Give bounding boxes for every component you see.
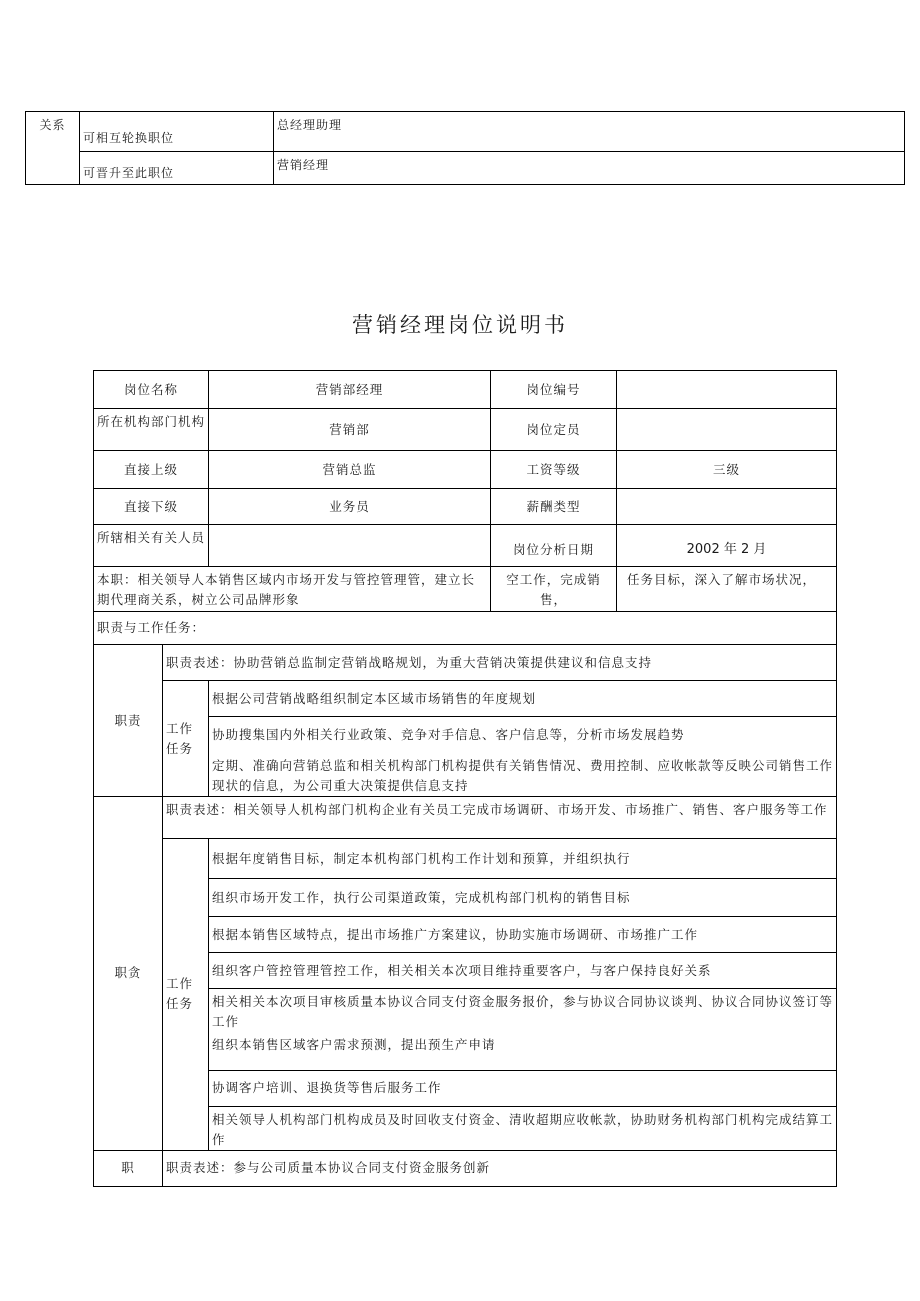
position-name-value: 营销部经理 (209, 371, 491, 409)
duty-group-1-task: 协助搜集国内外相关行业政策、竞争对手信息、客户信息等，分析市场发展趋势 (209, 717, 837, 753)
duty-group-1-task: 根据公司营销战略组织制定本区域市场销售的年度规划 (209, 681, 837, 717)
duty-group-2-task: 相关领导人机构部门机构成员及时回收支付资金、清收超期应收帐款，协助财务机构部门机构完成结算工作 (209, 1106, 837, 1150)
position-name-label: 岗位名称 (94, 371, 209, 409)
duty-group-2-task: 根据年度销售目标，制定本机构部门机构工作计划和预算，并组织执行 (209, 839, 837, 879)
page-title: 营销经理岗位说明书 (352, 313, 568, 337)
pay-type-label: 薪酬类型 (491, 489, 617, 525)
rotation-position-value: 总经理助理 (274, 112, 905, 152)
summary-middle: 空工作，完成销售， (491, 567, 617, 612)
summary-right: 任务目标，深入了解市场状况， (617, 567, 837, 612)
duty-group-1-task: 定期、准确向营销总监和相关机构部门机构提供有关销售情况、费用控制、应收帐款等反映公司销售工作现状的信息，为公司重大决策提供信息支持 (209, 753, 837, 797)
duty-group-2-description: 职责表述：相关领导人机构部门机构企业有关员工完成市场调研、市场开发、市场推广、销售、客户服务等工作 (163, 797, 837, 839)
pay-type-value (617, 489, 837, 525)
duty-group-1-label: 职责 (94, 645, 163, 797)
promotion-position-value: 营销经理 (274, 152, 905, 185)
duty-group-3-label: 职 (94, 1150, 163, 1186)
position-code-value (617, 371, 837, 409)
subordinate-label: 直接下级 (94, 489, 209, 525)
duty-group-2-task: 组织本销售区域客户需求预测，提出预生产申请 (209, 1032, 837, 1070)
headcount-label: 岗位定员 (491, 409, 617, 451)
duty-group-2-task: 组织客户管控管理管控工作，相关相关本次项目维持重要客户，与客户保持良好关系 (209, 953, 837, 989)
duty-group-2-task: 根据本销售区域特点，提出市场推广方案建议，协助实施市场调研、市场推广工作 (209, 917, 837, 953)
department-value: 营销部 (209, 409, 491, 451)
duty-group-1-tasks-label: 工作任务 (163, 681, 209, 797)
headcount-value (617, 409, 837, 451)
related-staff-value (209, 525, 491, 567)
duty-group-2-task: 协调客户培训、退换货等售后服务工作 (209, 1070, 837, 1106)
subordinate-value: 业务员 (209, 489, 491, 525)
job-description-table (93, 370, 837, 1187)
relation-label: 关系 (26, 112, 80, 185)
position-code-label: 岗位编号 (491, 371, 617, 409)
analysis-date-value: 2002 年 2 月 (617, 525, 837, 567)
duty-group-3-description: 职责表述：参与公司质量本协议合同支付资金服务创新 (163, 1150, 837, 1186)
promotion-position-label: 可晋升至此职位 (80, 152, 274, 185)
department-label: 所在机构部门机构 (94, 409, 209, 451)
duty-group-2-label: 职贪 (94, 797, 163, 1151)
rotation-position-label: 可相互轮换职位 (80, 112, 274, 152)
duty-group-2-task: 相关相关本次项目审核质量本协议合同支付资金服务报价，参与协议合同协议谈判、协议合同协议签订等工作 (209, 989, 837, 1033)
duty-group-2-tasks-label: 工作任务 (163, 839, 209, 1151)
summary-main: 本职：相关领导人本销售区域内市场开发与管控管理管，建立长期代理商关系，树立公司品牌形象 (94, 567, 491, 612)
duty-group-1-description: 职责表述：协助营销总监制定营销战略规划，为重大营销决策提供建议和信息支持 (163, 645, 837, 681)
salary-grade-value: 三级 (617, 451, 837, 489)
duties-heading: 职责与工作任务： (94, 612, 837, 645)
superior-value: 营销总监 (209, 451, 491, 489)
relation-table (25, 111, 905, 185)
analysis-date-label: 岗位分析日期 (491, 525, 617, 567)
superior-label: 直接上级 (94, 451, 209, 489)
related-staff-label: 所辖相关有关人员 (94, 525, 209, 567)
duty-group-2-task: 组织市场开发工作，执行公司渠道政策，完成机构部门机构的销售目标 (209, 879, 837, 917)
salary-grade-label: 工资等级 (491, 451, 617, 489)
